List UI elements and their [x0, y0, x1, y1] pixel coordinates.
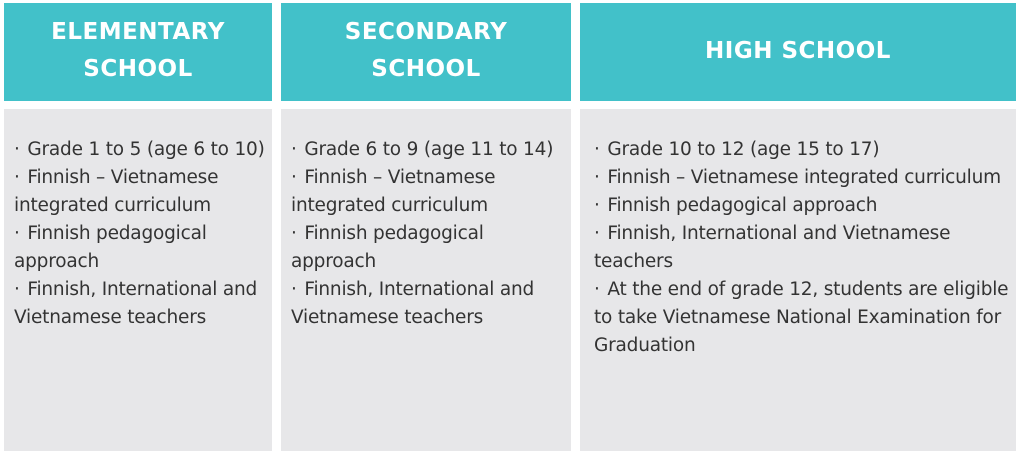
bullet: · — [14, 139, 20, 160]
column-high-school — [580, 3, 1016, 451]
column-body — [580, 109, 1016, 451]
list-item-text: Finnish, International and Vietnamese teachers — [14, 279, 258, 328]
column-title — [51, 15, 225, 89]
column-title — [705, 34, 891, 71]
column-header — [580, 3, 1016, 101]
column-header — [4, 3, 272, 101]
feature-list — [14, 136, 266, 332]
list-item — [594, 164, 1010, 192]
column-body — [281, 109, 571, 451]
list-item — [291, 220, 565, 276]
bullet: · — [291, 139, 297, 160]
bullet: · — [291, 223, 297, 244]
bullet: · — [14, 223, 20, 244]
bullet: · — [594, 167, 600, 188]
list-item — [14, 164, 266, 220]
list-item — [291, 164, 565, 220]
list-item — [14, 220, 266, 276]
list-item-text: Grade 1 to 5 (age 6 to 10) — [27, 139, 265, 160]
bullet: · — [594, 223, 600, 244]
list-item-text: Finnish pedagogical approach — [291, 223, 484, 272]
list-item-text: Finnish – Vietnamese integrated curriculum — [14, 167, 219, 216]
list-item-text: Grade 6 to 9 (age 11 to 14) — [304, 139, 554, 160]
list-item — [594, 220, 1010, 276]
list-item-text: Finnish pedagogical approach — [607, 195, 878, 216]
title-line: SCHOOL — [371, 56, 481, 82]
title-line: ELEMENTARY — [51, 19, 225, 45]
list-item — [594, 276, 1010, 360]
bullet: · — [594, 139, 600, 160]
list-item — [291, 276, 565, 332]
bullet: · — [594, 195, 600, 216]
feature-list — [291, 136, 565, 332]
list-item — [14, 276, 266, 332]
bullet: · — [14, 279, 20, 300]
title-line: SECONDARY — [344, 19, 508, 45]
bullet: · — [291, 279, 297, 300]
list-item-text: Finnish, International and Vietnamese teachers — [291, 279, 535, 328]
list-item — [594, 136, 1010, 164]
column-secondary-school — [281, 3, 571, 451]
list-item-text: Finnish, International and Vietnamese teachers — [594, 223, 951, 272]
list-item — [14, 136, 266, 164]
column-title — [345, 15, 507, 89]
list-item-text: At the end of grade 12, students are eligible to take Vietnamese National Examination for Graduation — [594, 279, 1009, 356]
title-line: SCHOOL — [83, 56, 193, 82]
bullet: · — [14, 167, 20, 188]
list-item — [291, 136, 565, 164]
list-item-text: Finnish pedagogical approach — [14, 223, 207, 272]
list-item-text: Finnish – Vietnamese integrated curriculum — [291, 167, 496, 216]
bullet: · — [594, 279, 600, 300]
title-line: HIGH SCHOOL — [705, 37, 891, 64]
bullet: · — [291, 167, 297, 188]
column-header — [281, 3, 571, 101]
column-elementary-school — [4, 3, 272, 451]
list-item — [594, 192, 1010, 220]
list-item-text: Finnish – Vietnamese integrated curriculum — [607, 167, 1001, 188]
column-body — [4, 109, 272, 451]
feature-list — [594, 136, 1010, 360]
list-item-text: Grade 10 to 12 (age 15 to 17) — [607, 139, 880, 160]
